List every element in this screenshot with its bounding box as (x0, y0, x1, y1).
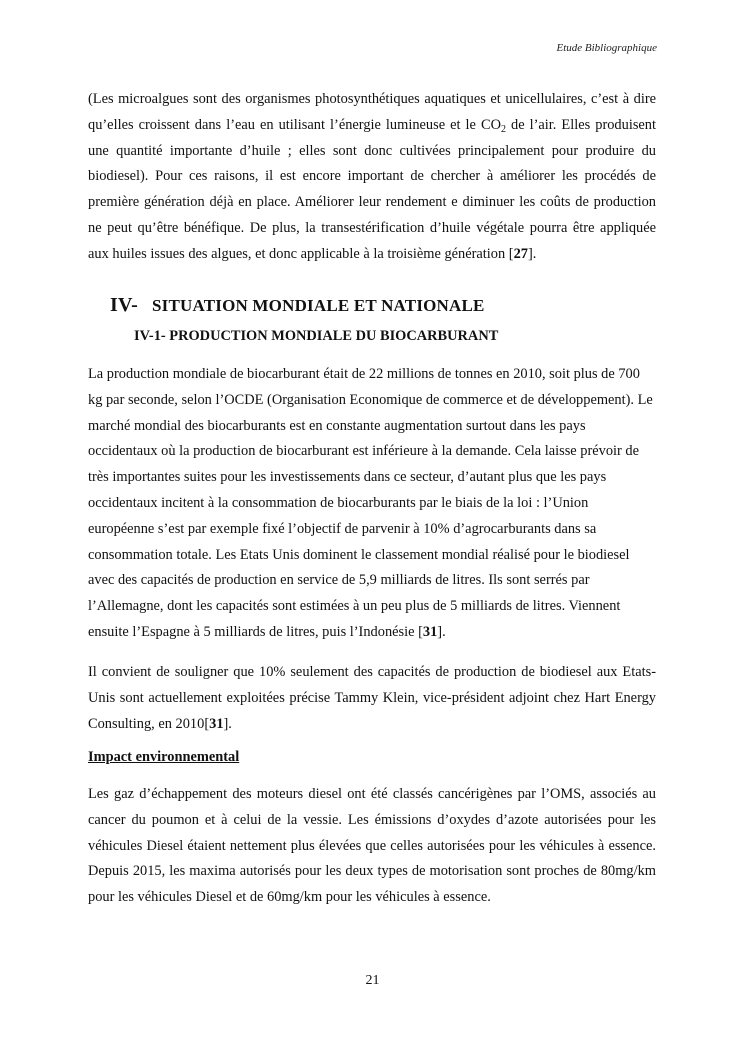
section-number: IV- (110, 294, 139, 316)
page-number: 21 (365, 973, 380, 988)
section-title: SITUATION MONDIALE ET NATIONALE (152, 296, 485, 315)
reference-31-second: 31 (209, 715, 224, 732)
reference-31: 31 (422, 623, 438, 640)
section-heading (110, 294, 485, 317)
impact-heading: Impact environnemental (88, 749, 240, 765)
production-text: La production mondiale de biocarburant était de 22 millions de tonnes en 2010, soit plus de 700 kg par seconde, selon l’OCDE (Organisation Economique de commerce et de développement). Le marché mondial des biocarburants est en constante augmentation surtout dans les pays occidentaux où la production de biocarburant est inférieure à la demande. Cela laisse prévoir de très importantes suites pour les investissements dans ce secteur, d’autant plus que les pays occidentaux incitent à la consommation de biocarburants par le biais de la loi : l’Union européenne s’est par exemple fixé l’objectif de parvenir à 10% d’agrocarburants dans sa consommation totale. Les Etats Unis dominent le classement mondial réalisé pour le biodiesel avec des capacités de production en service de 5,9 milliards de litres. Ils sont serrés par l’Allemagne, dont les capacités sont estimées à un peu plus de 5 milliards de litres. Viennent ensuite l’Espagne à 5 milliards de litres, puis l’Indonésie [ (88, 366, 653, 640)
capacity-text: Il convient de souligner que 10% seulement des capacités de production de biodiesel aux Etats-Unis sont actuellement exploitées précise Tammy Klein, vice-président adjoint chez Hart Energy Consulting, en 2010[ (88, 664, 656, 732)
production-text-end: ]. (437, 623, 446, 640)
co2-subscript: 2 (500, 123, 506, 135)
production-paragraph (88, 362, 656, 646)
capacity-paragraph (88, 660, 656, 737)
running-header: Etude Bibliographique (556, 42, 657, 54)
impact-paragraph: Les gaz d’échappement des moteurs diesel ont été classés cancérigènes par l’OMS, associés au cancer du poumon et à celui de la vessie. Les émissions d’oxydes d’azote autorisées pour les véhicules Diesel étaient nettement plus élevées que celles autorisées pour les véhicules à essence. Depuis 2015, les maxima autorisés pour les deux types de motorisation sont proches de 80mg/km pour les véhicules Diesel et de 60mg/km pour les véhicules à essence. (88, 786, 656, 906)
intro-text-part2: de l’air. Elles produisent une quantité importante d’huile ; elles sont donc cultivées principalement pour produire du biodiesel). Pour ces raisons, il est encore important de chercher à améliorer les procédés de première génération déjà en place. Améliorer leur rendement e diminuer les coûts de production ne peut qu’être bénéfique. De plus, la transestérification d’huile végétale pourra être appliquée aux huiles issues des algues, et donc applicable à la troisième génération [ (88, 116, 656, 262)
intro-text-end: ]. (527, 245, 537, 262)
reference-27: 27 (513, 245, 528, 262)
capacity-text-end: ]. (223, 715, 232, 732)
intro-paragraph (88, 87, 656, 268)
intro-text-part1: (Les microalgues sont des organismes photosynthétiques aquatiques et unicellulaires, c’est à dire qu’elles croissent dans l’eau en utilisant l’énergie lumineuse et le CO (88, 91, 656, 133)
subsection-heading: IV-1- PRODUCTION MONDIALE DU BIOCARBURANT (134, 328, 499, 344)
